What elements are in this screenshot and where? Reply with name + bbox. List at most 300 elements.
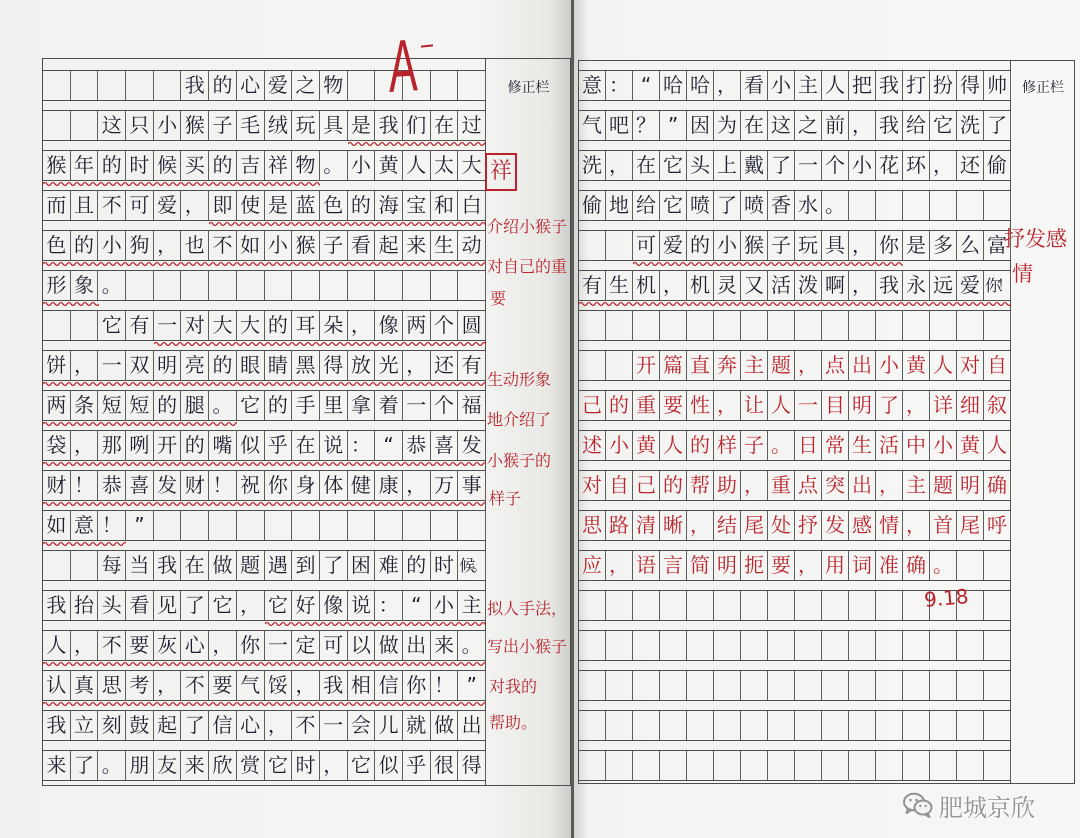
grid-cell: 可 bbox=[320, 631, 348, 660]
grid-cell: 要 bbox=[660, 391, 687, 420]
grid-cell: 心 bbox=[237, 711, 265, 740]
grid-cell: 玩 bbox=[795, 231, 822, 260]
grid-cell bbox=[458, 511, 486, 540]
grid-cell: 遇 bbox=[265, 551, 293, 580]
grid-cell: 抬 bbox=[71, 591, 99, 620]
grid-cell: 戴 bbox=[741, 151, 768, 180]
grid-cell: 即 bbox=[209, 191, 237, 220]
grid-cell: 它 bbox=[209, 591, 237, 620]
grid-cell: 在 bbox=[431, 111, 459, 140]
grid-cell: 我 bbox=[876, 271, 903, 300]
grid-cell: 使 bbox=[237, 191, 265, 220]
grid-cell bbox=[768, 631, 795, 660]
grid-cell: 我 bbox=[154, 551, 182, 580]
text-row bbox=[42, 630, 486, 661]
grid-cell bbox=[984, 311, 1011, 340]
comment-date: 9.18 bbox=[923, 584, 970, 612]
grid-cell: 万 bbox=[431, 471, 459, 500]
grid-cell: 大 bbox=[209, 311, 237, 340]
grid-cell bbox=[606, 671, 633, 700]
grid-cell: 爱 bbox=[265, 71, 293, 100]
grid-cell bbox=[741, 751, 768, 780]
grid-cell bbox=[431, 271, 459, 300]
grid-cell bbox=[984, 711, 1011, 740]
grid-cell: 主 bbox=[903, 471, 930, 500]
grid-cell: 样 bbox=[714, 431, 741, 460]
grid-cell: 馁 bbox=[265, 671, 293, 700]
grid-cell: 我 bbox=[43, 711, 71, 740]
grid-cell bbox=[768, 711, 795, 740]
grid-cell bbox=[714, 711, 741, 740]
grid-cell bbox=[741, 711, 768, 740]
grid-cell: 小 bbox=[849, 151, 876, 180]
grid-cell bbox=[984, 591, 1011, 620]
grid-cell: 玩 bbox=[292, 111, 320, 140]
grid-cell: 发 bbox=[458, 431, 486, 460]
grid-cell: 腿 bbox=[181, 391, 209, 420]
grid-cell: 黄 bbox=[903, 351, 930, 380]
grid-cell: 之 bbox=[795, 111, 822, 140]
grid-cell: ” bbox=[660, 111, 687, 140]
grid-cell: 每 bbox=[98, 551, 126, 580]
margin-note: 对我的 bbox=[489, 677, 538, 696]
grid-cell: ！ bbox=[71, 471, 99, 500]
grid-cell: 色 bbox=[43, 231, 71, 260]
grid-cell: 这 bbox=[768, 111, 795, 140]
grid-cell: 是 bbox=[348, 111, 376, 140]
grid-cell bbox=[458, 71, 486, 100]
grid-cell: 。 bbox=[822, 191, 849, 220]
grid-cell bbox=[71, 71, 99, 100]
grid-cell: 气 bbox=[579, 111, 606, 140]
grid-cell: 一 bbox=[98, 351, 126, 380]
text-row bbox=[42, 470, 486, 501]
grid-cell: 着 bbox=[375, 391, 403, 420]
grid-cell: 会 bbox=[348, 711, 376, 740]
grid-cell: ， bbox=[237, 591, 265, 620]
margin-note: 介绍小猴子 bbox=[487, 217, 568, 236]
grid-cell: 而 bbox=[43, 191, 71, 220]
grid-cell: 主 bbox=[458, 591, 486, 620]
grid-cell: 猴 bbox=[181, 111, 209, 140]
grid-cell: 一 bbox=[403, 391, 431, 420]
grid-cell: 亮 bbox=[181, 351, 209, 380]
margin-note: 小猴子的 bbox=[487, 451, 552, 470]
text-row bbox=[42, 510, 486, 541]
grid-cell: 扮 bbox=[930, 71, 957, 100]
grid-cell: 睛 bbox=[265, 351, 293, 380]
text-row bbox=[578, 70, 1011, 101]
grid-cell bbox=[822, 631, 849, 660]
grid-cell: 我 bbox=[43, 591, 71, 620]
grid-cell: 了 bbox=[181, 711, 209, 740]
grid-cell bbox=[741, 631, 768, 660]
grid-cell: 了 bbox=[181, 591, 209, 620]
grid-cell: 一 bbox=[320, 711, 348, 740]
grid-cell: 喷 bbox=[687, 191, 714, 220]
grid-cell: 。 bbox=[209, 391, 237, 420]
grid-cell: 儿 bbox=[375, 711, 403, 740]
grid-cell: 哈 bbox=[687, 71, 714, 100]
grid-cell: 有 bbox=[458, 351, 486, 380]
grid-cell: ， bbox=[154, 671, 182, 700]
grid-cell: 海 bbox=[375, 191, 403, 220]
grid-cell: 的 bbox=[209, 351, 237, 380]
grid-cell bbox=[579, 631, 606, 660]
grid-cell: 的 bbox=[265, 311, 293, 340]
grid-cell: 时 bbox=[292, 751, 320, 780]
grid-cell: 嘴 bbox=[209, 431, 237, 460]
margin-header: 修正栏 bbox=[507, 80, 550, 96]
grid-cell: 来 bbox=[403, 231, 431, 260]
grid-cell: 也 bbox=[181, 231, 209, 260]
grid-cell bbox=[714, 311, 741, 340]
grid-cell: ， bbox=[292, 671, 320, 700]
grid-cell bbox=[71, 551, 99, 580]
grid-cell: 。 bbox=[320, 151, 348, 180]
text-row bbox=[578, 110, 1011, 141]
grid-cell: 开 bbox=[633, 351, 660, 380]
grid-cell: 。 bbox=[930, 551, 957, 580]
grid-cell: 要 bbox=[126, 631, 154, 660]
red-wavy-underline bbox=[209, 220, 486, 228]
grid-cell: 它 bbox=[265, 751, 293, 780]
grid-cell bbox=[237, 511, 265, 540]
grid-cell bbox=[71, 111, 99, 140]
grid-cell: 子 bbox=[209, 111, 237, 140]
grid-cell: 活 bbox=[768, 271, 795, 300]
grid-cell bbox=[403, 511, 431, 540]
grid-cell bbox=[930, 631, 957, 660]
grid-cell: 咧 bbox=[126, 431, 154, 460]
text-row bbox=[42, 150, 486, 181]
grid-cell: 难 bbox=[375, 551, 403, 580]
grid-cell: 机 bbox=[633, 271, 660, 300]
grid-cell: ， bbox=[71, 431, 99, 460]
grid-cell: 来 bbox=[431, 631, 459, 660]
grid-cell: 为 bbox=[714, 111, 741, 140]
grid-cell: 在 bbox=[292, 431, 320, 460]
grid-cell: 信 bbox=[209, 711, 237, 740]
grid-cell: 得 bbox=[458, 751, 486, 780]
margin-note: 样子 bbox=[489, 489, 522, 508]
grid-cell: 气 bbox=[237, 671, 265, 700]
grid-cell: 定 bbox=[292, 631, 320, 660]
grid-cell bbox=[403, 271, 431, 300]
grid-cell bbox=[741, 311, 768, 340]
grid-cell: 人 bbox=[768, 391, 795, 420]
grid-cell bbox=[930, 751, 957, 780]
grid-cell bbox=[98, 71, 126, 100]
red-wavy-underline bbox=[348, 140, 486, 148]
grid-cell: 体 bbox=[320, 471, 348, 500]
grid-cell: 它 bbox=[98, 311, 126, 340]
grid-cell bbox=[849, 631, 876, 660]
grid-cell: 详 bbox=[930, 391, 957, 420]
grid-cell bbox=[431, 71, 459, 100]
grid-cell bbox=[876, 631, 903, 660]
grid-cell: 首 bbox=[930, 511, 957, 540]
grid-cell bbox=[43, 111, 71, 140]
grid-cell: 当 bbox=[126, 551, 154, 580]
grid-cell: 黄 bbox=[375, 151, 403, 180]
grid-cell: 喜 bbox=[431, 431, 459, 460]
grid-cell bbox=[876, 671, 903, 700]
margin-note: 对自己的重 bbox=[487, 257, 568, 276]
grid-cell: 。 bbox=[98, 751, 126, 780]
grid-cell: 你 bbox=[265, 471, 293, 500]
grid-cell: 述 bbox=[579, 431, 606, 460]
grid-cell: 人 bbox=[660, 431, 687, 460]
grid-cell bbox=[795, 631, 822, 660]
grid-cell: ， bbox=[71, 351, 99, 380]
grid-cell: 水 bbox=[795, 191, 822, 220]
grid-cell bbox=[741, 671, 768, 700]
grid-cell: 象 bbox=[71, 271, 99, 300]
grid-cell bbox=[822, 711, 849, 740]
grid-cell: 明 bbox=[849, 391, 876, 420]
grid-cell: 小 bbox=[606, 431, 633, 460]
red-wavy-underline bbox=[43, 180, 320, 188]
grid-cell: “ bbox=[403, 591, 431, 620]
grid-cell: 洗 bbox=[957, 111, 984, 140]
grid-cell bbox=[633, 671, 660, 700]
grid-cell: 里 bbox=[320, 391, 348, 420]
red-wavy-underline bbox=[43, 460, 486, 468]
teacher-comment-row bbox=[578, 510, 1011, 541]
grid-cell: 意 bbox=[579, 71, 606, 100]
grid-cell bbox=[957, 711, 984, 740]
grid-cell: ， bbox=[849, 271, 876, 300]
grid-cell: ， bbox=[795, 551, 822, 580]
grid-cell: 一 bbox=[154, 311, 182, 340]
grid-cell: 对 bbox=[957, 351, 984, 380]
grid-cell: 尾 bbox=[741, 511, 768, 540]
grid-cell: 心 bbox=[237, 71, 265, 100]
grid-cell bbox=[237, 271, 265, 300]
grid-cell: 。 bbox=[768, 431, 795, 460]
grid-cell bbox=[633, 631, 660, 660]
grid-cell: 物 bbox=[320, 71, 348, 100]
grid-cell bbox=[984, 631, 1011, 660]
grid-cell bbox=[957, 631, 984, 660]
grid-cell: 性 bbox=[687, 391, 714, 420]
grid-cell: 人 bbox=[43, 631, 71, 660]
grid-cell: 太 bbox=[431, 151, 459, 180]
grid-cell: 有 bbox=[579, 271, 606, 300]
grid-cell: 起 bbox=[154, 711, 182, 740]
grid-cell: 拿 bbox=[348, 391, 376, 420]
grid-cell: 短 bbox=[98, 391, 126, 420]
grid-cell: 它 bbox=[265, 591, 293, 620]
text-row bbox=[578, 710, 1011, 741]
grid-cell bbox=[633, 311, 660, 340]
grid-cell: 自 bbox=[984, 351, 1011, 380]
grid-cell: 的 bbox=[265, 391, 293, 420]
grid-cell: 生 bbox=[606, 271, 633, 300]
grid-cell bbox=[822, 591, 849, 620]
grid-cell bbox=[181, 511, 209, 540]
grid-cell bbox=[633, 591, 660, 620]
red-wavy-underline bbox=[43, 420, 237, 428]
grid-cell: 子 bbox=[320, 231, 348, 260]
red-wavy-underline bbox=[579, 300, 1011, 308]
text-row bbox=[42, 550, 486, 581]
grid-cell bbox=[126, 71, 154, 100]
grid-cell bbox=[606, 351, 633, 380]
grid-cell: 它 bbox=[348, 751, 376, 780]
grid-cell: 在 bbox=[181, 551, 209, 580]
grid-cell: 认 bbox=[43, 671, 71, 700]
grid-cell: 你！ bbox=[984, 271, 1011, 300]
grid-cell bbox=[660, 591, 687, 620]
grid-cell: 发 bbox=[154, 471, 182, 500]
grid-cell bbox=[822, 671, 849, 700]
grid-cell bbox=[876, 591, 903, 620]
grid-cell: 了 bbox=[876, 391, 903, 420]
grid-cell bbox=[876, 311, 903, 340]
margin-note: 地介绍了 bbox=[487, 410, 552, 429]
grid-cell bbox=[903, 751, 930, 780]
grid-cell: 用 bbox=[822, 551, 849, 580]
grid-cell: 时 bbox=[126, 151, 154, 180]
grid-cell: 目 bbox=[822, 391, 849, 420]
grid-cell: 祥 bbox=[265, 151, 293, 180]
grid-cell: 让 bbox=[741, 391, 768, 420]
grid-cell bbox=[71, 311, 99, 340]
grid-cell: 一 bbox=[265, 631, 293, 660]
grid-cell: 的 bbox=[660, 471, 687, 500]
grid-cell: 对 bbox=[181, 311, 209, 340]
grid-cell bbox=[849, 191, 876, 220]
grid-cell bbox=[633, 711, 660, 740]
grid-cell: ， bbox=[660, 271, 687, 300]
grid-cell bbox=[687, 631, 714, 660]
grid-cell: 词 bbox=[849, 551, 876, 580]
grid-cell: 泼 bbox=[795, 271, 822, 300]
grid-cell: ， bbox=[154, 231, 182, 260]
grid-cell bbox=[714, 591, 741, 620]
grid-cell: 我 bbox=[876, 71, 903, 100]
grid-cell: 我 bbox=[181, 71, 209, 100]
grid-cell bbox=[930, 711, 957, 740]
grid-cell: 黄 bbox=[957, 431, 984, 460]
grid-cell bbox=[849, 711, 876, 740]
grid-cell: 在 bbox=[633, 151, 660, 180]
grid-cell: 出 bbox=[849, 351, 876, 380]
grid-cell: 眼 bbox=[237, 351, 265, 380]
grid-cell: 猴 bbox=[292, 231, 320, 260]
grid-cell bbox=[903, 711, 930, 740]
grid-cell bbox=[957, 191, 984, 220]
grid-cell: 机 bbox=[687, 271, 714, 300]
grid-cell bbox=[795, 711, 822, 740]
grid-cell: 因 bbox=[687, 111, 714, 140]
grid-cell bbox=[43, 551, 71, 580]
grid-cell: 赏 bbox=[237, 751, 265, 780]
grid-cell: 出 bbox=[849, 471, 876, 500]
grid-cell bbox=[903, 311, 930, 340]
grid-cell: 做 bbox=[209, 551, 237, 580]
grid-cell: 那 bbox=[98, 431, 126, 460]
grid-cell: 奔 bbox=[714, 351, 741, 380]
grid-cell: 出 bbox=[403, 631, 431, 660]
grid-cell: 主 bbox=[795, 71, 822, 100]
grid-cell: 财 bbox=[181, 471, 209, 500]
grid-cell: 生 bbox=[431, 231, 459, 260]
grid-cell: ” bbox=[458, 671, 486, 700]
grid-cell: 绒 bbox=[265, 111, 293, 140]
grid-cell: 我 bbox=[876, 111, 903, 140]
grid-cell bbox=[687, 311, 714, 340]
grid-cell: 重 bbox=[633, 391, 660, 420]
grid-cell bbox=[714, 671, 741, 700]
grid-cell: 放 bbox=[348, 351, 376, 380]
grid-cell: 的 bbox=[98, 151, 126, 180]
grid-cell: 它 bbox=[660, 191, 687, 220]
grid-cell bbox=[849, 591, 876, 620]
grid-cell: 了 bbox=[984, 111, 1011, 140]
grid-cell: 黄 bbox=[633, 431, 660, 460]
grid-cell: 毛 bbox=[237, 111, 265, 140]
grid-cell bbox=[579, 351, 606, 380]
grid-cell: ， bbox=[849, 231, 876, 260]
grid-cell: 色 bbox=[320, 191, 348, 220]
grid-cell bbox=[154, 71, 182, 100]
grid-cell: 小 bbox=[98, 231, 126, 260]
grid-cell: 小 bbox=[348, 151, 376, 180]
grid-cell: 生 bbox=[849, 431, 876, 460]
grid-cell: 就 bbox=[403, 711, 431, 740]
grid-cell: 。 bbox=[458, 631, 486, 660]
grid-cell bbox=[957, 551, 984, 580]
grid-cell: 洗 bbox=[579, 151, 606, 180]
grid-cell: 它 bbox=[237, 391, 265, 420]
grid-cell: 的 bbox=[154, 391, 182, 420]
grid-cell: 只 bbox=[126, 111, 154, 140]
grid-cell bbox=[606, 231, 633, 260]
margin-note: 生动形象 bbox=[487, 370, 552, 389]
grid-cell: 吉 bbox=[237, 151, 265, 180]
grid-cell bbox=[606, 751, 633, 780]
grid-cell: 得 bbox=[320, 351, 348, 380]
grid-cell: 人 bbox=[930, 351, 957, 380]
grid-cell bbox=[209, 271, 237, 300]
grid-cell: 你 bbox=[403, 671, 431, 700]
grid-cell: 对 bbox=[579, 471, 606, 500]
writing-grid-right bbox=[578, 70, 1011, 790]
grid-cell bbox=[795, 311, 822, 340]
grid-cell: 年 bbox=[71, 151, 99, 180]
grid-cell: 头 bbox=[687, 151, 714, 180]
grid-cell: 到 bbox=[292, 551, 320, 580]
grid-cell: 爱 bbox=[957, 271, 984, 300]
grid-cell: 立 bbox=[71, 711, 99, 740]
watermark-text: 肥城京欣 bbox=[939, 793, 1035, 822]
grid-cell: 两 bbox=[403, 311, 431, 340]
grid-cell: 个 bbox=[431, 391, 459, 420]
grid-cell: ， bbox=[265, 711, 293, 740]
grid-cell: 心 bbox=[181, 631, 209, 660]
grid-cell: 且 bbox=[71, 191, 99, 220]
grid-cell: 一 bbox=[795, 151, 822, 180]
grid-cell: 短 bbox=[126, 391, 154, 420]
grid-cell: 给 bbox=[903, 111, 930, 140]
grid-cell: 准 bbox=[876, 551, 903, 580]
grid-cell: ： bbox=[348, 431, 376, 460]
grid-cell bbox=[795, 591, 822, 620]
grid-cell: 了 bbox=[71, 751, 99, 780]
